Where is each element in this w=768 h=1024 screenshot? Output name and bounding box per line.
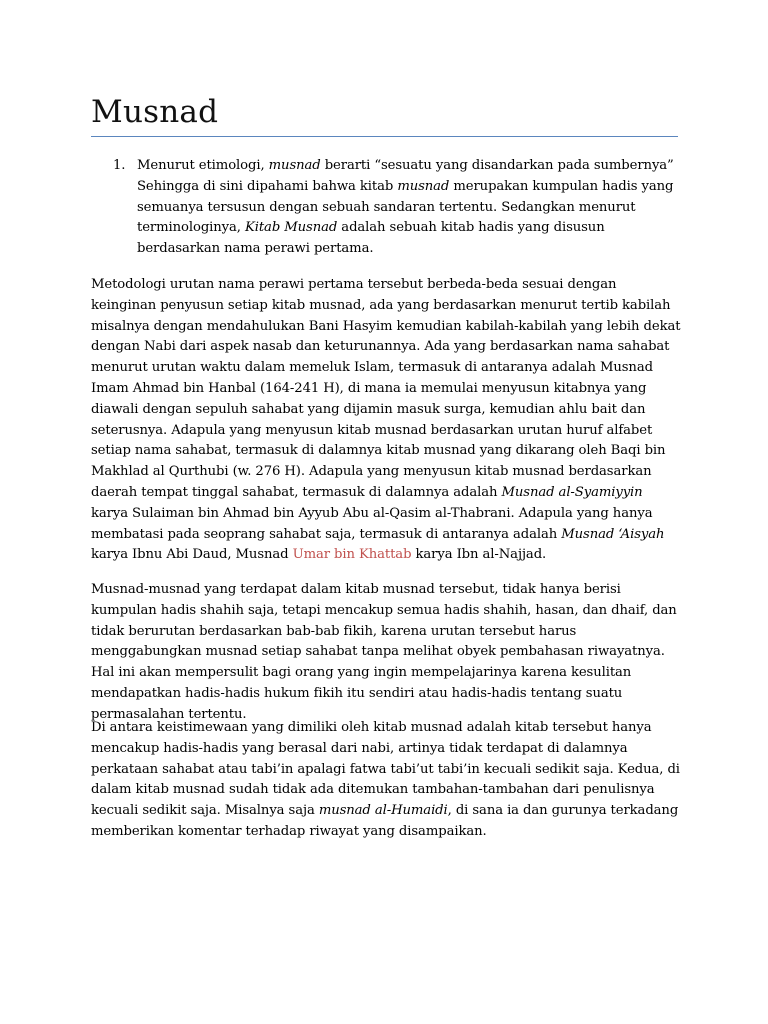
emphasis: musnad al-Humaidi — [318, 803, 448, 819]
emphasis: musnad — [268, 158, 321, 173]
list-item-number: 1. — [113, 158, 126, 173]
emphasis: Musnad al-Syamiyyin — [501, 484, 643, 500]
page-title: Musnad — [91, 94, 219, 130]
title-underline — [91, 136, 678, 137]
numbered-list — [91, 156, 679, 260]
umar-bin-khattab-link[interactable]: Umar bin Khattab — [292, 547, 412, 563]
list-item-text: Menurut etimologi, musnad berarti “sesuatu yang disandarkan pada sumbernya” Sehingga di sini dipahami bahwa kitab musnad merupakan kumpulan hadis yang semuanya tersusun dengan sebuah sandaran tertentu. Sedangkan menurut terminologinya, Kitab Musnad adalah sebuah kitab hadis yang disusun berdasarkan nama perawi pertama. — [137, 158, 674, 257]
emphasis: Musnad ‘Aisyah — [561, 526, 665, 542]
emphasis: musnad — [397, 178, 450, 194]
paragraph-content: Musnad-musnad yang terdapat dalam kitab musnad tersebut, tidak hanya berisi kumpulan hadis shahih saja, tetapi mencakup semua hadis shahih, hasan, dan dhaif, dan tidak berurutan berdasarkan bab-bab fikih, karena urutan tersebut harus menggabungkan musnad setiap sahabat tanpa melihat obyek pembahasan riwayatnya. Hal ini akan mempersulit bagi orang yang ingin mempelajarinya karena kesulitan mendapatkan hadis-hadis hukum fikih itu sendiri atau hadis-hadis tentang suatu permasalahan tertentu. — [91, 582, 677, 722]
emphasis: Kitab Musnad — [244, 220, 338, 236]
list-item — [91, 156, 679, 260]
paragraph-advantages: Di antara keistimewaan yang dimiliki oleh kitab musnad adalah kitab tersebut hanya mencakup hadis-hadis yang berasal dari nabi, artinya tidak terdapat di dalamnya perkataan sahabat atau tabi’in apalagi fatwa tabi’ut tabi’in kecuali sedikit saja. Kedua, di dalam kitab musnad sudah tidak ada ditemukan tambahan-tambahan dari penulisnya kecuali sedikit saja. Misalnya saja musnad al-Humaidi, di sana ia dan gurunya terkadang memberikan komentar terhadap riwayat yang disampaikan. — [91, 720, 680, 839]
paragraph-methodology: Metodologi urutan nama perawi pertama tersebut berbeda-beda sesuai dengan keinginan penyusun setiap kitab musnad, ada yang berdasarkan menurut tertib kabilah misalnya dengan mendahulukan Bani Hasyim kemudian kabilah-kabilah yang lebih dekat dengan Nabi dari aspek nasab dan keturunannya. Ada yang berdasarkan nama sahabat menurut urutan waktu dalam memeluk Islam, termasuk di antaranya adalah Musnad Imam Ahmad bin Hanbal (164-241 H), di mana ia memulai menyusun kitabnya yang diawali dengan sepuluh sahabat yang dijamin masuk surga, kemudian ahlu bait dan seterusnya. Adapula yang menyusun kitab musnad berdasarkan urutan huruf alfabet setiap nama sahabat, termasuk di dalamnya kitab musnad yang dikarang oleh Baqi bin Makhlad al Qurthubi (w. 276 H). Adapula yang menyusun kitab musnad berdasarkan daerah tempat tinggal sahabat, termasuk di dalamnya adalah Musnad al-Syamiyyin karya Sulaiman bin Ahmad bin Ayyub Abu al-Qasim al-Thabrani. Adapula yang hanya membatasi pada seoprang sahabat saja, termasuk di antaranya adalah Musnad ‘Aisyah karya Ibnu Abi Daud, Musnad Umar bin Khattab karya Ibn al-Najjad. — [91, 277, 681, 563]
